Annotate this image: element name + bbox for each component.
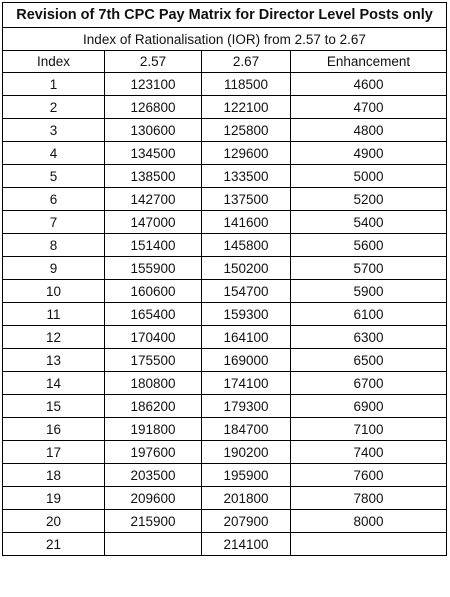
cell-ior-2-57: 147000 [105,211,202,234]
cell-ior-2-57: 180800 [105,372,202,395]
cell-ior-2-57: 130600 [105,119,202,142]
column-header-index: Index [3,51,105,73]
cell-ior-2-67: 141600 [202,211,291,234]
cell-ior-2-57: 155900 [105,257,202,280]
table-row [3,188,447,211]
cell-ior-2-57: 215900 [105,510,202,533]
cell-index: 10 [3,280,105,303]
table-row [3,119,447,142]
table-row [3,487,447,510]
cell-index: 1 [3,73,105,96]
cell-ior-2-67: 174100 [202,372,291,395]
cell-ior-2-67: 129600 [202,142,291,165]
column-header-ior-2-57: 2.57 [105,51,202,73]
cell-index: 20 [3,510,105,533]
cell-index: 9 [3,257,105,280]
table-row [3,280,447,303]
pay-matrix-table [2,2,447,556]
cell-ior-2-67: 145800 [202,234,291,257]
table-subtitle: Index of Rationalisation (IOR) from 2.57 to 2.67 [3,28,447,51]
cell-index: 4 [3,142,105,165]
column-header-enhancement: Enhancement [291,51,447,73]
cell-index: 3 [3,119,105,142]
cell-ior-2-57: 123100 [105,73,202,96]
table-row [3,418,447,441]
cell-enhancement: 5400 [291,211,447,234]
cell-ior-2-67: 214100 [202,533,291,556]
cell-enhancement: 4900 [291,142,447,165]
cell-ior-2-57: 142700 [105,188,202,211]
cell-ior-2-57: 186200 [105,395,202,418]
table-row [3,73,447,96]
cell-enhancement: 6100 [291,303,447,326]
cell-ior-2-67: 195900 [202,464,291,487]
table-body [3,73,447,556]
cell-enhancement: 4800 [291,119,447,142]
cell-ior-2-57: 209600 [105,487,202,510]
cell-ior-2-67: 122100 [202,96,291,119]
cell-enhancement: 6300 [291,326,447,349]
column-header-row [3,51,447,73]
table-row [3,303,447,326]
cell-ior-2-67: 137500 [202,188,291,211]
subtitle-row [3,28,447,51]
cell-enhancement: 5600 [291,234,447,257]
cell-ior-2-67: 164100 [202,326,291,349]
column-header-ior-2-67: 2.67 [202,51,291,73]
cell-ior-2-57: 170400 [105,326,202,349]
cell-index: 19 [3,487,105,510]
table-row [3,372,447,395]
cell-ior-2-67: 159300 [202,303,291,326]
cell-enhancement: 5700 [291,257,447,280]
cell-index: 17 [3,441,105,464]
title-row [3,3,447,28]
cell-enhancement: 4600 [291,73,447,96]
table-row [3,349,447,372]
cell-ior-2-57: 165400 [105,303,202,326]
table-row [3,211,447,234]
cell-enhancement: 5900 [291,280,447,303]
table-row [3,395,447,418]
cell-enhancement: 5200 [291,188,447,211]
cell-ior-2-57 [105,533,202,556]
cell-enhancement: 6900 [291,395,447,418]
cell-ior-2-57: 151400 [105,234,202,257]
table-row [3,510,447,533]
cell-ior-2-67: 179300 [202,395,291,418]
cell-index: 21 [3,533,105,556]
table-row [3,533,447,556]
table-row [3,96,447,119]
table-row [3,326,447,349]
table-row [3,142,447,165]
cell-enhancement: 6700 [291,372,447,395]
cell-ior-2-57: 175500 [105,349,202,372]
cell-ior-2-57: 191800 [105,418,202,441]
cell-ior-2-57: 203500 [105,464,202,487]
cell-index: 15 [3,395,105,418]
cell-ior-2-57: 160600 [105,280,202,303]
table-row [3,441,447,464]
cell-enhancement: 7800 [291,487,447,510]
table-row [3,257,447,280]
cell-enhancement: 6500 [291,349,447,372]
cell-index: 11 [3,303,105,326]
cell-enhancement [291,533,447,556]
cell-ior-2-67: 201800 [202,487,291,510]
table-row [3,234,447,257]
cell-ior-2-67: 118500 [202,73,291,96]
cell-enhancement: 7100 [291,418,447,441]
cell-index: 7 [3,211,105,234]
cell-enhancement: 7400 [291,441,447,464]
cell-index: 13 [3,349,105,372]
cell-ior-2-67: 190200 [202,441,291,464]
cell-ior-2-57: 126800 [105,96,202,119]
cell-index: 12 [3,326,105,349]
table-title: Revision of 7th CPC Pay Matrix for Director Level Posts only [3,3,447,28]
cell-index: 2 [3,96,105,119]
cell-ior-2-57: 138500 [105,165,202,188]
cell-ior-2-67: 169000 [202,349,291,372]
cell-enhancement: 7600 [291,464,447,487]
cell-ior-2-57: 134500 [105,142,202,165]
cell-ior-2-57: 197600 [105,441,202,464]
cell-index: 6 [3,188,105,211]
cell-ior-2-67: 207900 [202,510,291,533]
cell-ior-2-67: 150200 [202,257,291,280]
cell-enhancement: 8000 [291,510,447,533]
cell-ior-2-67: 184700 [202,418,291,441]
cell-enhancement: 4700 [291,96,447,119]
cell-index: 18 [3,464,105,487]
table-row [3,464,447,487]
cell-index: 8 [3,234,105,257]
table-row [3,165,447,188]
cell-index: 5 [3,165,105,188]
cell-enhancement: 5000 [291,165,447,188]
cell-ior-2-67: 133500 [202,165,291,188]
cell-index: 14 [3,372,105,395]
cell-index: 16 [3,418,105,441]
cell-ior-2-67: 125800 [202,119,291,142]
cell-ior-2-67: 154700 [202,280,291,303]
